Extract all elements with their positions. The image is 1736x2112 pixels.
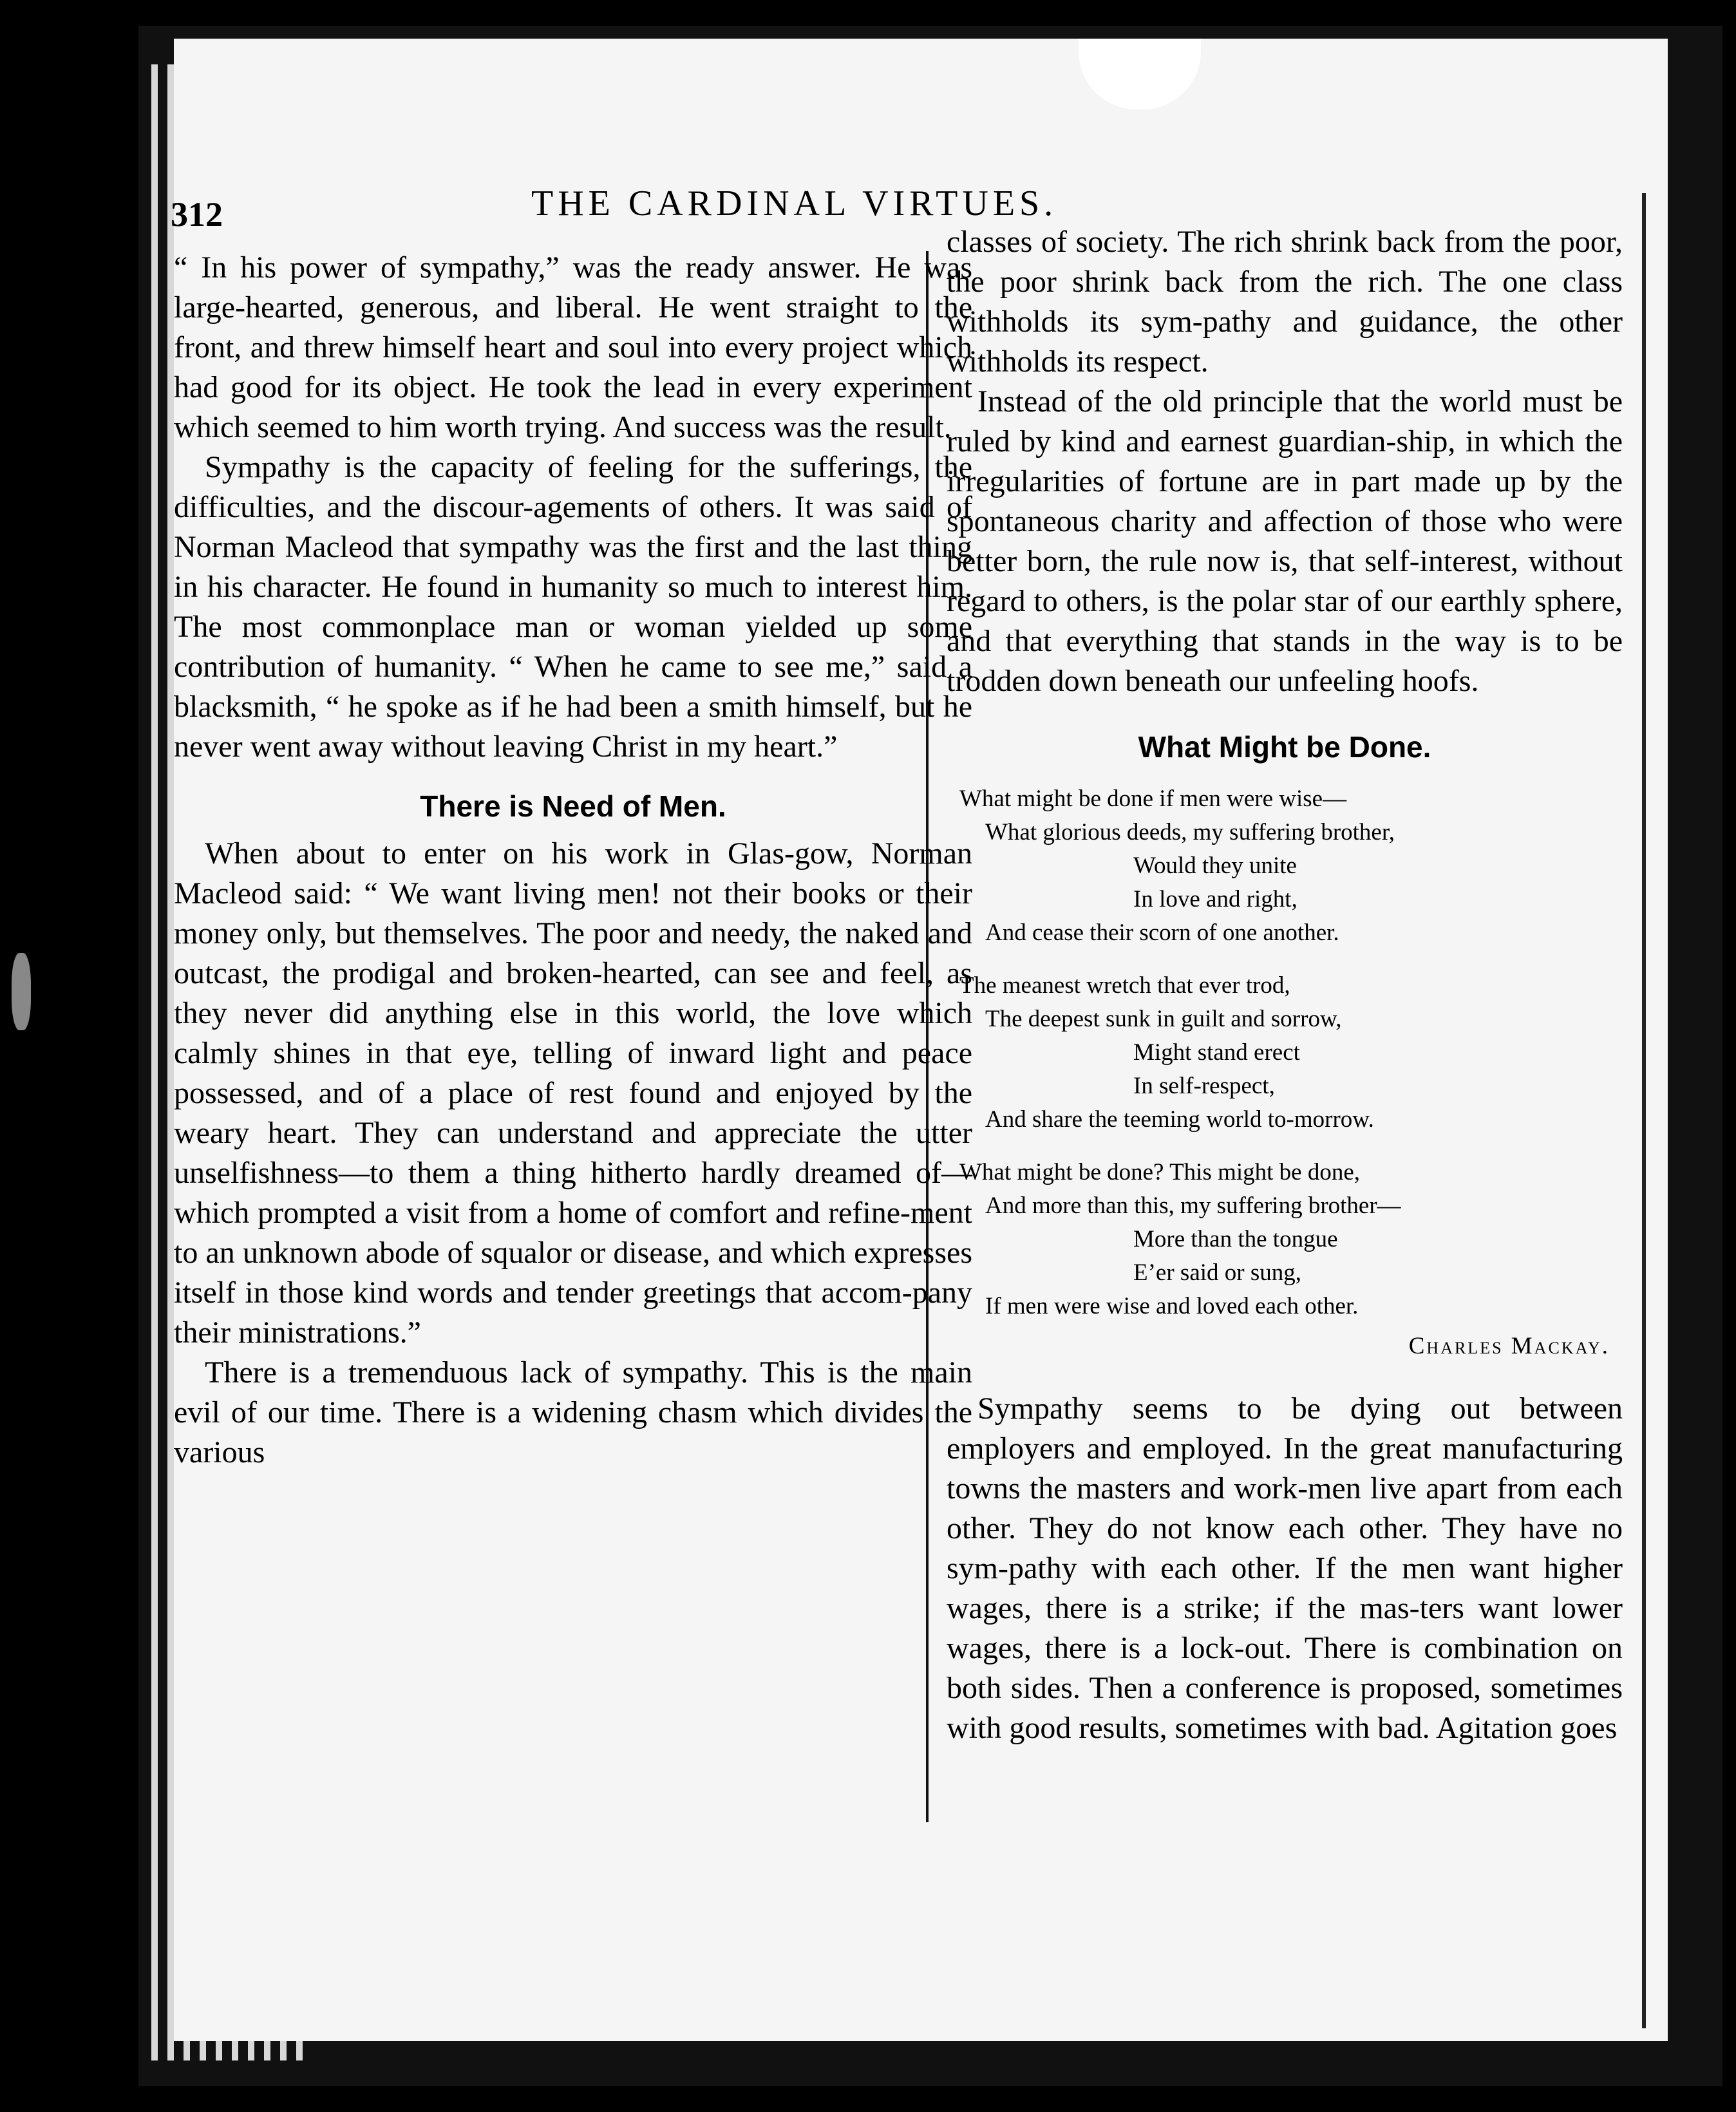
paragraph: There is a tremenduous lack of sympathy. This is the main evil of our time. There is a widening chasm which divides the various: [174, 1355, 972, 1469]
poem-line: The meanest wretch that ever trod,: [959, 972, 1290, 999]
section-heading: What Might be Done.: [1138, 730, 1431, 764]
poem-line: In love and right,: [1133, 886, 1297, 912]
paragraph: When about to enter on his work in Glas-gow, Norman Macleod said: “ We want living men! not their books or their money only, but themselves. The poor and needy, the naked and outcast, the prodigal and broken-hearted, can see and feel, as they never did anything else in this world, the love which calmly shines in that eye, telling of inward light and peace possessed, and of a place of rest found and enjoyed by the weary heart. They can understand and appreciate the utter unselfishness—to them a thing hitherto hardly dreamed of—which prompted a visit from a home of comfort and refine-ment to an unknown abode of squalor or disease, and which expresses itself in those kind words and tender greetings that accom-pany their ministrations.”: [174, 836, 972, 1350]
page-edge: [151, 64, 158, 2060]
poem-line: Might stand erect: [1133, 1039, 1300, 1066]
paragraph: Sympathy is the capacity of feeling for the sufferings, the difficulties, and the discour-agements of others. It was said of Norman Macleod that sympathy was the first and the last thing in his character. He found in humanity so much to interest him. The most commonplace man or woman yielded up some contribution of humanity. “ When he came to see me,” said a blacksmith, “ he spoke as if he had been a smith himself, but he never went away without leaving Christ in my heart.”: [174, 450, 972, 764]
gutter-line: [1642, 193, 1646, 2028]
poem-line: And more than this, my suffering brother—: [985, 1193, 1401, 1219]
paragraph: Instead of the old principle that the world must be ruled by kind and earnest guardian-ship, in which the irregularities of fortune are in part made up by the spontaneous charity and affection of those who were better born, the rule now is, that self-interest, without regard to others, is the polar star of our earthly sphere, and that everything that stands in the way is to be trodden down beneath our unfeeling hoofs.: [947, 384, 1623, 698]
poem-stanza: [947, 1156, 1623, 1323]
poem-line: And share the teeming world to-morrow.: [985, 1106, 1374, 1133]
page-edge: [167, 64, 174, 2060]
poem-line: If men were wise and loved each other.: [985, 1293, 1359, 1319]
poem: [947, 782, 1623, 1363]
poem-line: In self-respect,: [1133, 1073, 1275, 1099]
right-column: [947, 222, 1623, 1748]
poem-stanza: [947, 782, 1623, 950]
poem-line: What glorious deeds, my suffering brother,: [985, 819, 1395, 845]
running-head: THE CARDINAL VIRTUES.: [531, 184, 1058, 223]
poem-author: Charles Mackay.: [1408, 1333, 1610, 1359]
left-column: [174, 248, 972, 1473]
poem-line: What might be done? This might be done,: [959, 1159, 1361, 1185]
poem-line: E’er said or sung,: [1133, 1259, 1301, 1286]
page-clip: [1079, 39, 1201, 109]
poem-line: Would they unite: [1133, 853, 1297, 879]
poem-line: The deepest sunk in guilt and sorrow,: [985, 1006, 1342, 1032]
poem-stanza: [947, 969, 1623, 1136]
page-number: 312: [171, 195, 223, 234]
paragraph: “ In his power of sympathy,” was the ready answer. He was large-hearted, generous, and liberal. He went straight to the front, and threw himself heart and soul into every project which had good for its object. He took the lead in every experiment which seemed to him worth trying. And success was the result.: [174, 250, 972, 444]
poem-line: More than the tongue: [1133, 1226, 1338, 1252]
paragraph: Sympathy seems to be dying out between employers and employed. In the great manufacturing towns the masters and work-men live apart from each other. They do not know each other. They have no sym-pathy with each other. If the men want higher wages, there is a strike; if the mas-ters want lower wages, there is a lock-out. There is combination on both sides. Then a conference is proposed, sometimes with good results, sometimes with bad. Agitation goes: [947, 1391, 1623, 1745]
poem-line: And cease their scorn of one another.: [985, 919, 1339, 946]
paragraph: classes of society. The rich shrink back from the poor, the poor shrink back from the rich. The one class withholds its sym-pathy and guidance, the other withholds its respect.: [947, 225, 1623, 379]
section-heading: There is Need of Men.: [420, 789, 726, 823]
poem-line: What might be done if men were wise—: [959, 786, 1347, 812]
binding-mark: [12, 953, 31, 1030]
